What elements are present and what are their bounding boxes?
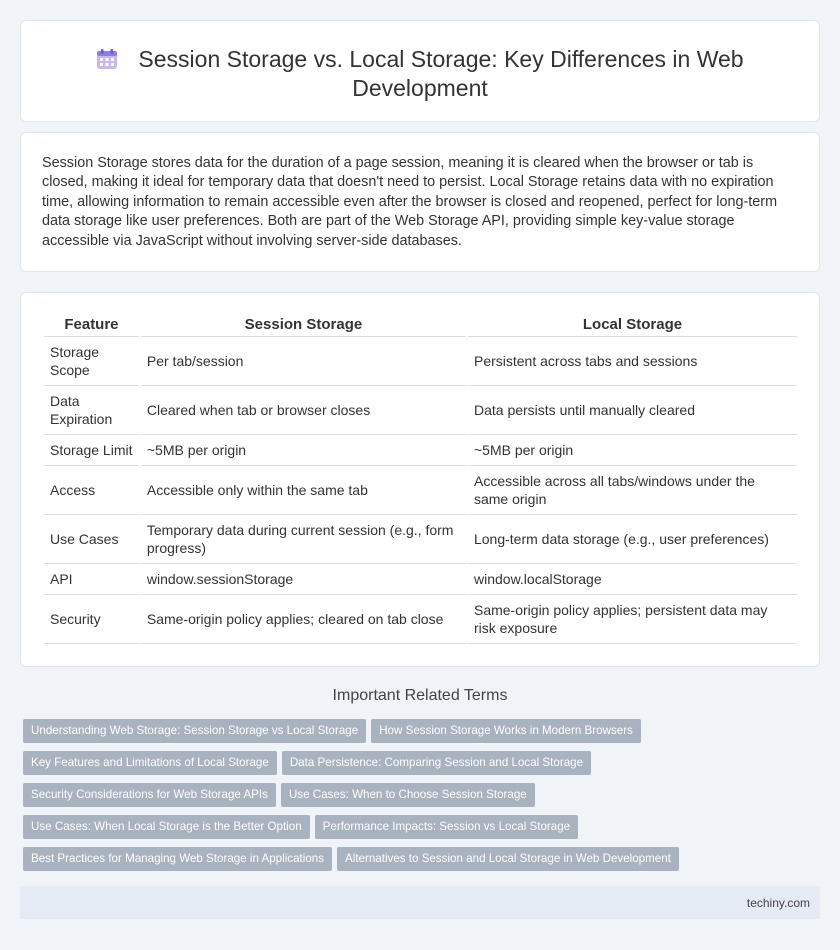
row-session-value: window.sessionStorage bbox=[141, 564, 466, 595]
related-terms-title: Important Related Terms bbox=[332, 687, 508, 704]
row-feature: Access bbox=[44, 466, 139, 515]
row-feature: Storage Scope bbox=[44, 337, 139, 386]
row-session-value: Same-origin policy applies; cleared on tab close bbox=[141, 595, 466, 644]
row-local-value: Data persists until manually cleared bbox=[468, 386, 797, 435]
intro-text: Session Storage stores data for the duration of a page session, meaning it is cleared when the browser or tab is closed, making it ideal for temporary data that doesn't need to persist. Local Storage retains data with no expiration time, allowing information to remain accessible even after the browser is closed and reopened, perfect for long-term data storage like user preferences. Both are part of the Web Storage API, providing simple key-value storage accessible via JavaScript without involving server-side databases. bbox=[42, 155, 778, 249]
tag-row bbox=[23, 847, 823, 879]
calendar-icon bbox=[96, 48, 118, 70]
row-feature: Use Cases bbox=[44, 515, 139, 564]
row-session-value: Per tab/session bbox=[141, 337, 466, 386]
table-row bbox=[44, 595, 797, 644]
footer bbox=[20, 886, 820, 919]
comparison-table bbox=[42, 315, 799, 644]
comparison-table-card bbox=[20, 292, 820, 667]
related-term-tag[interactable]: Data Persistence: Comparing Session and Local Storage bbox=[282, 751, 591, 775]
tag-row bbox=[23, 783, 823, 815]
related-term-tag[interactable]: How Session Storage Works in Modern Browsers bbox=[371, 719, 641, 743]
related-term-tag[interactable]: Understanding Web Storage: Session Storage vs Local Storage bbox=[23, 719, 366, 743]
row-session-value: Temporary data during current session (e.g., form progress) bbox=[141, 515, 466, 564]
table-row bbox=[44, 466, 797, 515]
table-row bbox=[44, 386, 797, 435]
row-local-value: ~5MB per origin bbox=[468, 435, 797, 466]
header-local-storage: Local Storage bbox=[468, 315, 797, 337]
table-row bbox=[44, 515, 797, 564]
related-term-tag[interactable]: Alternatives to Session and Local Storage in Web Development bbox=[337, 847, 679, 871]
related-term-tag[interactable]: Performance Impacts: Session vs Local Storage bbox=[315, 815, 578, 839]
header-feature: Feature bbox=[44, 315, 139, 337]
tag-row bbox=[23, 719, 823, 751]
related-term-tag[interactable]: Key Features and Limitations of Local Storage bbox=[23, 751, 277, 775]
table-row bbox=[44, 337, 797, 386]
row-local-value: Persistent across tabs and sessions bbox=[468, 337, 797, 386]
footer-brand[interactable]: techiny.com bbox=[746, 896, 810, 910]
table-header-row bbox=[44, 315, 797, 337]
row-session-value: Accessible only within the same tab bbox=[141, 466, 466, 515]
row-feature: Security bbox=[44, 595, 139, 644]
table-row bbox=[44, 435, 797, 466]
row-local-value: Long-term data storage (e.g., user preferences) bbox=[468, 515, 797, 564]
related-term-tag[interactable]: Security Considerations for Web Storage APIs bbox=[23, 783, 276, 807]
table-row bbox=[44, 564, 797, 595]
row-feature: Storage Limit bbox=[44, 435, 139, 466]
row-local-value: Accessible across all tabs/windows under the same origin bbox=[468, 466, 797, 515]
row-local-value: Same-origin policy applies; persistent data may risk exposure bbox=[468, 595, 797, 644]
page-title-wrap bbox=[81, 45, 759, 103]
related-term-tag[interactable]: Use Cases: When to Choose Session Storage bbox=[281, 783, 535, 807]
related-term-tag[interactable]: Use Cases: When Local Storage is the Better Option bbox=[23, 815, 310, 839]
tag-row bbox=[23, 815, 823, 847]
row-feature: Data Expiration bbox=[44, 386, 139, 435]
intro-card bbox=[20, 132, 820, 272]
header-card bbox=[20, 20, 820, 122]
tag-row bbox=[23, 751, 823, 783]
related-term-tag[interactable]: Best Practices for Managing Web Storage in Applications bbox=[23, 847, 332, 871]
row-session-value: ~5MB per origin bbox=[141, 435, 466, 466]
row-session-value: Cleared when tab or browser closes bbox=[141, 386, 466, 435]
row-local-value: window.localStorage bbox=[468, 564, 797, 595]
header-session-storage: Session Storage bbox=[141, 315, 466, 337]
page-title: Session Storage vs. Local Storage: Key Differences in Web Development bbox=[138, 46, 744, 101]
related-terms-list bbox=[23, 719, 823, 879]
row-feature: API bbox=[44, 564, 139, 595]
